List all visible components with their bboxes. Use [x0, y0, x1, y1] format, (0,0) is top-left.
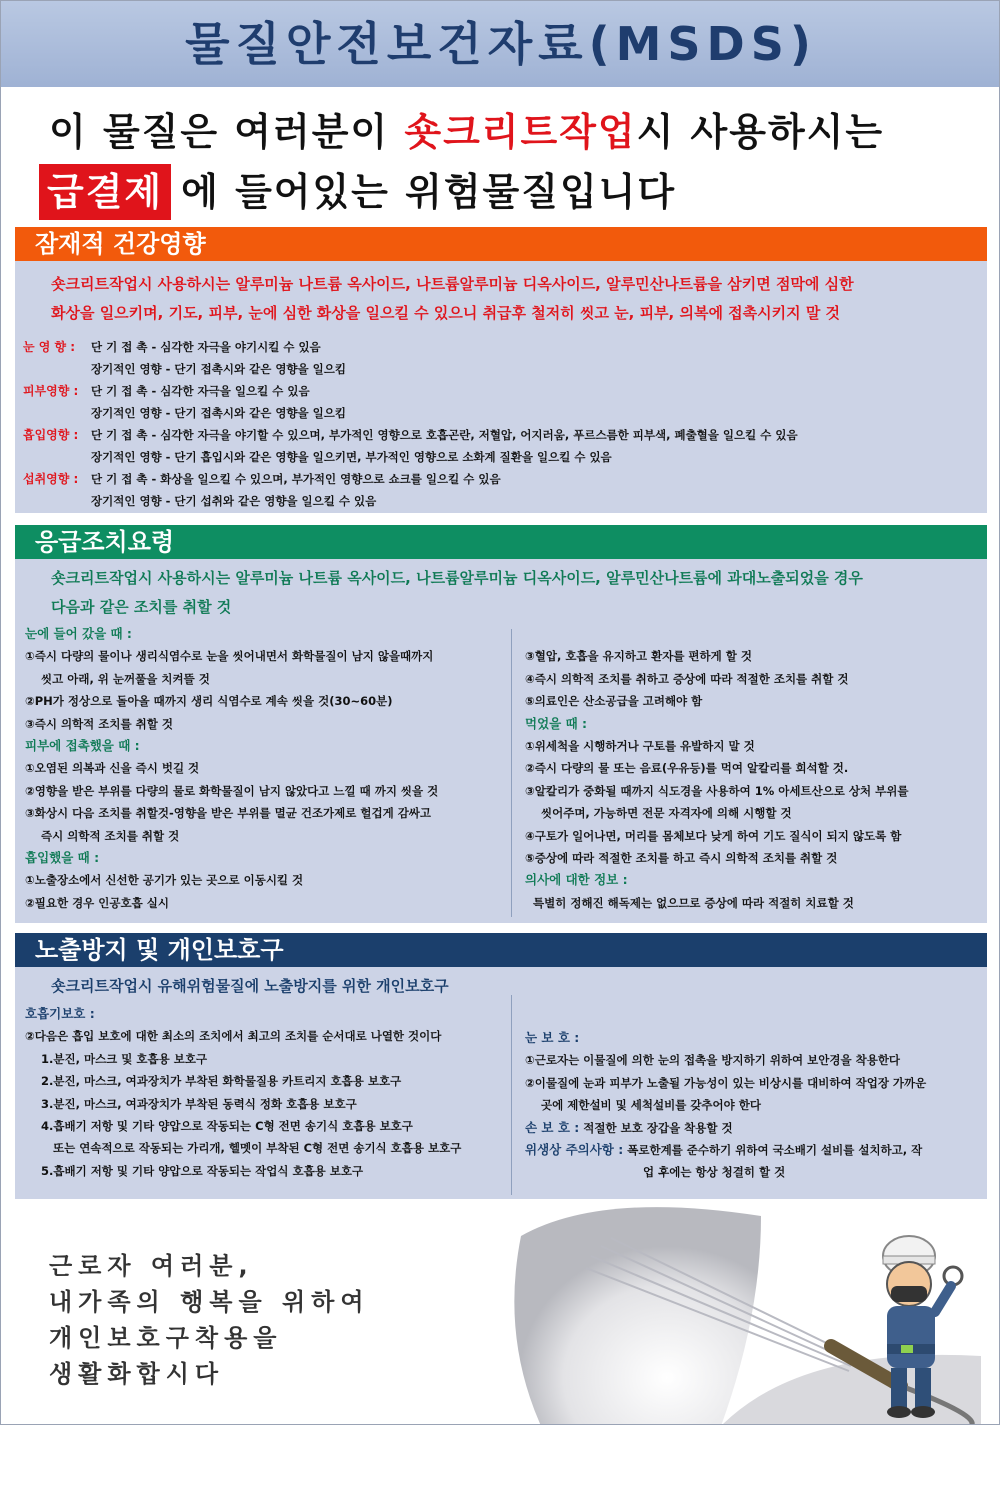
slogan-line-2: 내가족의 행복을 위하여: [49, 1288, 370, 1316]
health-effect-row: [15, 468, 987, 490]
eye-protection-label: 눈 보 호 :: [525, 1030, 580, 1045]
intro-line-1-a: 이 물질은 여러분이: [49, 110, 405, 154]
instruction-line: ②PH가 정상으로 돌아올 때까지 생리 식염수로 계속 씻을 것(30~60분): [25, 694, 393, 709]
hygiene-text-1: 폭로한계를 준수하기 위하여 국소배기 설비를 설치하고, 작: [627, 1142, 923, 1157]
hand-protection-text: 적절한 보호 장갑을 착용할 것: [583, 1120, 733, 1135]
health-effects-list: [15, 336, 987, 512]
page-title: 물질안전보건자료(MSDS): [185, 17, 817, 71]
health-effect-row: [15, 358, 987, 380]
health-effect-label: 피부영향 :: [23, 384, 79, 398]
instruction-line: ①노출장소에서 신선한 공기가 있는 곳으로 이동시킬 것: [25, 873, 304, 888]
hand-protection-label: 손 보 호 :: [525, 1119, 580, 1135]
accelerator-badge: 급결제: [39, 164, 171, 220]
instruction-line: ③화상시 다음 조치를 취할것-영향을 받은 부위를 멸균 건조가제로 헐겁게 감싸고: [25, 806, 432, 821]
section-title-health: 잠재적 건강영향: [15, 227, 987, 261]
subsection-heading: 흡입했을 때 :: [25, 849, 100, 865]
instruction-line: 3.분진, 마스크, 여과장치가 부착된 동력식 정화 호흡용 보호구: [41, 1096, 357, 1111]
instruction-line: 2.분진, 마스크, 여과장치가 부착된 화학물질용 카트리지 호흡용 보호구: [41, 1074, 402, 1089]
instruction-line: ⑤의료인은 산소공급을 고려해야 함: [525, 694, 703, 709]
header-banner: [1, 1, 1000, 87]
instruction-line: ③알칼리가 중화될 때까지 식도경을 사용하여 1% 아세트산으로 상처 부위를: [525, 783, 909, 798]
health-effect-row: [15, 402, 987, 424]
health-effect-row: [15, 446, 987, 468]
subsection-heading: 피부에 접촉했을 때 :: [25, 737, 140, 753]
section-title-firstaid: 응급조치요령: [15, 525, 987, 559]
instruction-line: ①오염된 의복과 신을 즉시 벗길 것: [25, 761, 200, 776]
firstaid-left-column: [25, 623, 515, 914]
instruction-line: ③즉시 의학적 조치를 취할 것: [25, 716, 173, 731]
worker-mascot-icon: [861, 1226, 981, 1425]
instruction-line: 즉시 의학적 조치를 취할 것: [41, 828, 180, 843]
firstaid-panel: [15, 559, 987, 923]
firstaid-lead-1: 숏크리트작업시 사용하시는 알루미늄 나트륨 옥사이드, 나트륨알루미늄 디옥사이드, 알루민산나트륨에 과대노출되었을 경우: [51, 569, 863, 587]
health-effect-text: 단 기 접 촉 - 심각한 자극을 일으킬 수 있음: [91, 384, 310, 398]
eye-protection-1: ①근로자는 이물질에 의한 눈의 접촉을 방지하기 위하여 보안경을 착용한다: [525, 1053, 901, 1068]
protection-left-column: [25, 1003, 515, 1182]
slogan-line-4: 생활화합시다: [49, 1360, 225, 1388]
safety-slogan: [49, 1248, 370, 1392]
health-effect-row: [15, 380, 987, 402]
intro-line-1-b: 시 사용하시는: [636, 110, 885, 154]
eye-protection-2: ②이물질에 눈과 피부가 노출될 가능성이 있는 비상시를 대비하여 작업장 가까운: [525, 1075, 927, 1090]
protection-lead: 숏크리트작업시 유해위험물질에 노출방지를 위한 개인보호구: [51, 977, 449, 995]
subsection-heading: 호흡기보호 :: [25, 1006, 95, 1021]
slogan-line-1: 근로자 여러분,: [49, 1252, 254, 1280]
health-effect-text: 장기적인 영향 - 단기 접촉시와 같은 영향을 일으킴: [91, 362, 346, 376]
health-panel: [15, 261, 987, 513]
hygiene-text-2: 업 후에는 항상 청결히 할 것: [643, 1165, 786, 1180]
instruction-line: ②영향을 받은 부위를 다량의 물로 화학물질이 남지 않았다고 느낄 때 까지 씻을 것: [25, 783, 439, 798]
health-effect-row: [15, 490, 987, 512]
section-title-protection: 노출방지 및 개인보호구: [15, 933, 987, 967]
protection-right-column: [525, 1027, 980, 1184]
health-effect-row: [15, 336, 987, 358]
health-effect-label: 눈 영 향 :: [23, 340, 76, 354]
eye-protection-3: 곳에 제한설비 및 세척설비를 갖추어야 한다: [541, 1098, 761, 1113]
instruction-line: ②필요한 경우 인공호흡 실시: [25, 895, 169, 910]
instruction-line: 또는 연속적으로 작동되는 가리개, 헬멧이 부착된 C형 전면 송기식 호흡용 보호구: [53, 1141, 462, 1156]
instruction-line: ④즉시 의학적 조치를 취하고 증상에 따라 적절한 조치를 취할 것: [525, 671, 849, 686]
slogan-line-3: 개인보호구착용을: [49, 1324, 283, 1352]
health-effect-label: 섭취영향 :: [23, 472, 79, 486]
intro-line-2-rest: 에 들어있는 위험물질입니다: [181, 170, 677, 214]
health-lead-1: 숏크리트작업시 사용하시는 알루미늄 나트륨 옥사이드, 나트륨알루미늄 디옥사이드, 알루민산나트륨을 삼키면 점막에 심한: [51, 275, 854, 293]
hygiene-label: 위생상 주의사항 :: [525, 1141, 624, 1157]
instruction-line: 씻어주며, 가능하면 전문 자격자에 의해 시행할 것: [541, 806, 792, 821]
instruction-line: 특별히 정해진 해독제는 없으므로 증상에 따라 적절히 치료할 것: [533, 895, 854, 910]
subsection-heading: 의사에 대한 정보 :: [525, 872, 628, 888]
instruction-line: 5.흡배기 저항 및 기타 양압으로 작동되는 작업식 호흡용 보호구: [41, 1163, 364, 1178]
instruction-line: 1.분진, 마스크 및 호흡용 보호구: [41, 1051, 208, 1066]
intro-highlight-shotcrete: 숏크리트작업: [404, 110, 637, 154]
health-effect-row: [15, 424, 987, 446]
instruction-line: ⑤증상에 따라 적절한 조치를 하고 즉시 의학적 조치를 취할 것: [525, 850, 838, 865]
instruction-line: 씻고 아래, 위 눈꺼풀을 치켜뜰 것: [41, 671, 210, 686]
health-effect-text: 장기적인 영향 - 단기 흡입시와 같은 영향을 일으키면, 부가적인 영향으로 소화계 질환을 일으킬 수 있음: [91, 450, 612, 464]
instruction-line: ②즉시 다량의 물 또는 음료(우유등)를 먹여 알칼리를 희석할 것.: [525, 761, 849, 776]
subsection-heading: 먹었을 때 :: [525, 715, 588, 731]
instruction-line: ④구토가 일어나면, 머리를 몸체보다 낮게 하여 기도 질식이 되지 않도록 함: [525, 828, 902, 843]
firstaid-lead-2: 다음과 같은 조치를 취할 것: [51, 598, 232, 616]
health-effect-text: 단 기 접 촉 - 화상을 일으킬 수 있으며, 부가적인 영향으로 쇼크를 일으킬 수 있음: [91, 472, 501, 486]
health-lead-2: 화상을 일으키며, 기도, 피부, 눈에 심한 화상을 일으킬 수 있으니 취급후 철저히 씻고 눈, 피부, 의복에 접촉시키지 말 것: [51, 304, 841, 322]
health-effect-text: 단 기 접 촉 - 심각한 자극을 야기시킬 수 있음: [91, 340, 321, 354]
instruction-line: ③혈압, 호흡을 유지하고 환자를 편하게 할 것: [525, 649, 752, 664]
subsection-heading: 눈에 들어 갔을 때 :: [25, 626, 132, 641]
health-effect-label: 흡입영향 :: [23, 428, 79, 442]
instruction-line: 4.흡배기 저항 및 기타 양압으로 작동되는 C형 전면 송기식 호흡용 보호구: [41, 1118, 413, 1133]
health-effect-text: 장기적인 영향 - 단기 섭취와 같은 영향을 일으킬 수 있음: [91, 494, 377, 508]
instruction-line: ①위세척을 시행하거나 구토를 유발하지 말 것: [525, 738, 755, 753]
instruction-line: ①즉시 다량의 물이나 생리식염수로 눈을 씻어내면서 화학물질이 남지 않을때까지: [25, 649, 434, 664]
intro-line-2: [39, 161, 676, 220]
protection-panel: [15, 967, 987, 1199]
firstaid-divider: [511, 629, 512, 917]
intro-statement: [1, 87, 1000, 227]
health-effect-text: 장기적인 영향 - 단기 접촉시와 같은 영향을 일으킴: [91, 406, 346, 420]
firstaid-right-column: [525, 623, 980, 914]
instruction-line: ②다음은 흡입 보호에 대한 최소의 조치에서 최고의 조치를 순서대로 나열한 것이다: [25, 1029, 442, 1044]
bottom-area: [1, 1196, 1000, 1425]
health-effect-text: 단 기 접 촉 - 심각한 자극을 야기할 수 있으며, 부가적인 영향으로 호흡곤란, 저혈압, 어지러움, 푸르스름한 피부색, 폐출혈을 일으킬 수 있음: [91, 428, 798, 442]
protection-divider: [511, 995, 512, 1195]
instruction-line: [525, 623, 980, 645]
intro-line-1: [49, 101, 884, 156]
